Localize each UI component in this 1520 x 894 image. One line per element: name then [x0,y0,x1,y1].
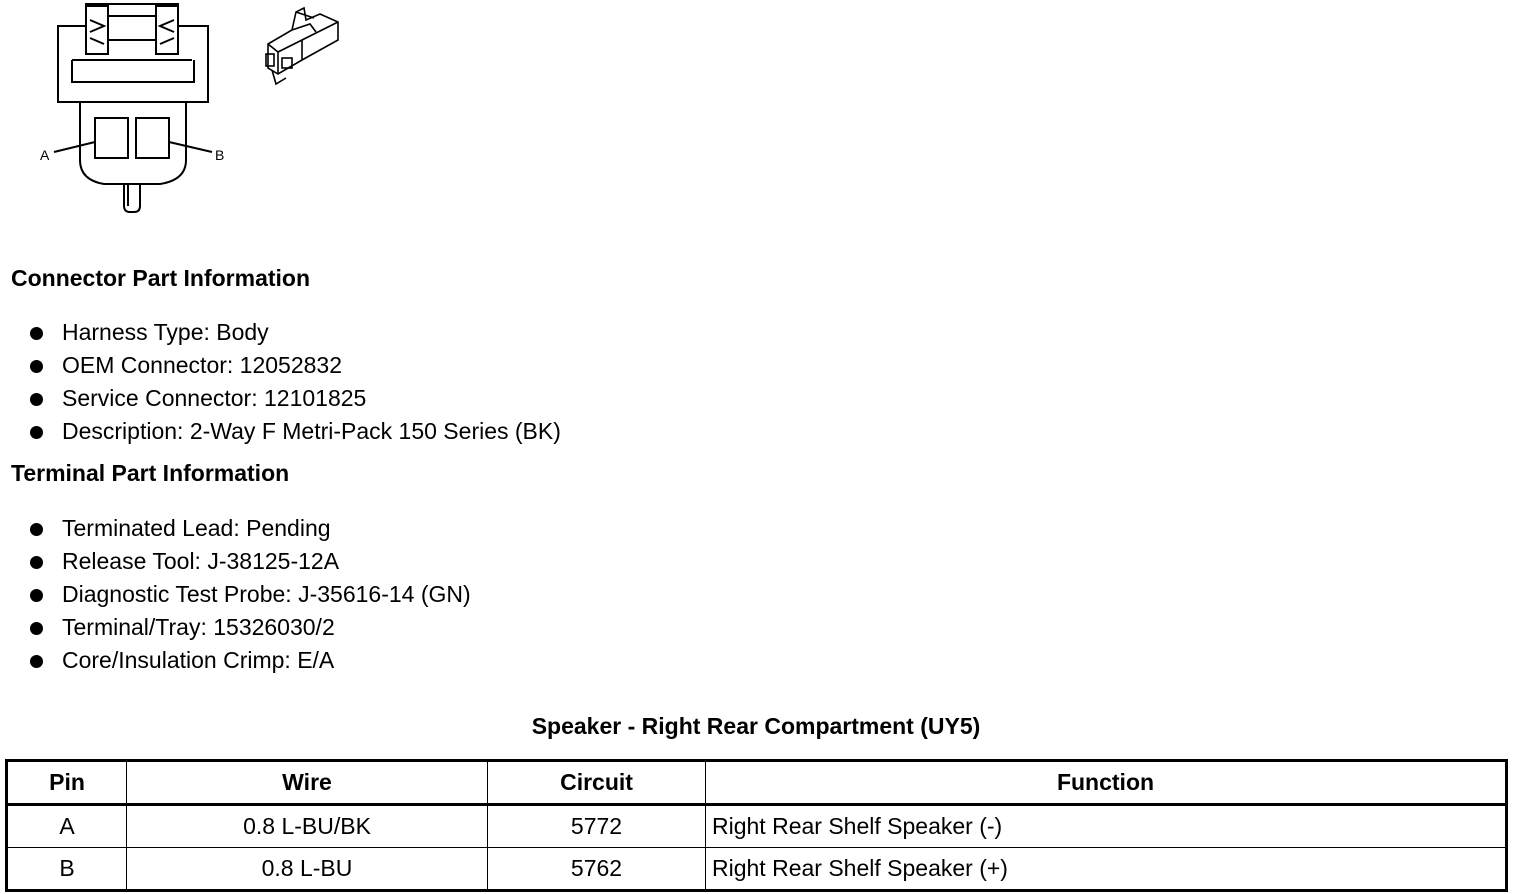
table-title: Speaker - Right Rear Compartment (UY5) [531,713,981,739]
bullet-icon [30,556,43,569]
list-item [28,611,471,644]
pin-b-callout: B [215,147,225,163]
list-item-text: Terminal/Tray: 15326030/2 [62,614,335,640]
list-item [28,545,471,578]
bullet-icon [30,393,43,406]
list-item-text: Release Tool: J-38125-12A [62,548,340,574]
list-item [28,349,561,382]
list-item-text: Description: 2-Way F Metri-Pack 150 Series (BK) [62,418,561,444]
pinout-table [5,759,1508,892]
connector-face-drawing [54,4,212,212]
list-item-text: Harness Type: Body [62,319,269,345]
terminal-part-info-list [28,512,471,677]
pin-a-callout: A [40,147,50,163]
cell-wire: 0.8 L-BU/BK [127,805,488,848]
connector-part-info-heading: Connector Part Information [11,265,311,291]
table-row [7,848,1507,891]
list-item-text: OEM Connector: 12052832 [62,352,343,378]
list-item [28,316,561,349]
cell-circuit: 5772 [488,805,706,848]
bullet-icon [30,426,43,439]
column-header-function: Function [706,761,1507,805]
bullet-icon [30,655,43,668]
connector-isometric-drawing [266,8,338,84]
list-item [28,415,561,448]
bullet-icon [30,360,43,373]
column-header-pin: Pin [7,761,127,805]
bullet-icon [30,327,43,340]
cell-function: Right Rear Shelf Speaker (+) [706,848,1507,891]
table-header-row [7,761,1507,805]
terminal-part-info-heading: Terminal Part Information [11,460,290,486]
connector-diagram [0,0,360,220]
list-item-text: Core/Insulation Crimp: E/A [62,647,335,673]
list-item-text: Terminated Lead: Pending [62,515,331,541]
list-item [28,382,561,415]
list-item [28,644,471,677]
cell-circuit: 5762 [488,848,706,891]
cell-pin: B [7,848,127,891]
cell-pin: A [7,805,127,848]
connector-part-info-list [28,316,561,448]
list-item-text: Service Connector: 12101825 [62,385,367,411]
bullet-icon [30,622,43,635]
bullet-icon [30,589,43,602]
list-item [28,578,471,611]
list-item-text: Diagnostic Test Probe: J-35616-14 (GN) [62,581,471,607]
cell-wire: 0.8 L-BU [127,848,488,891]
column-header-wire: Wire [127,761,488,805]
table-row [7,805,1507,848]
cell-function: Right Rear Shelf Speaker (-) [706,805,1507,848]
list-item [28,512,471,545]
column-header-circuit: Circuit [488,761,706,805]
bullet-icon [30,523,43,536]
